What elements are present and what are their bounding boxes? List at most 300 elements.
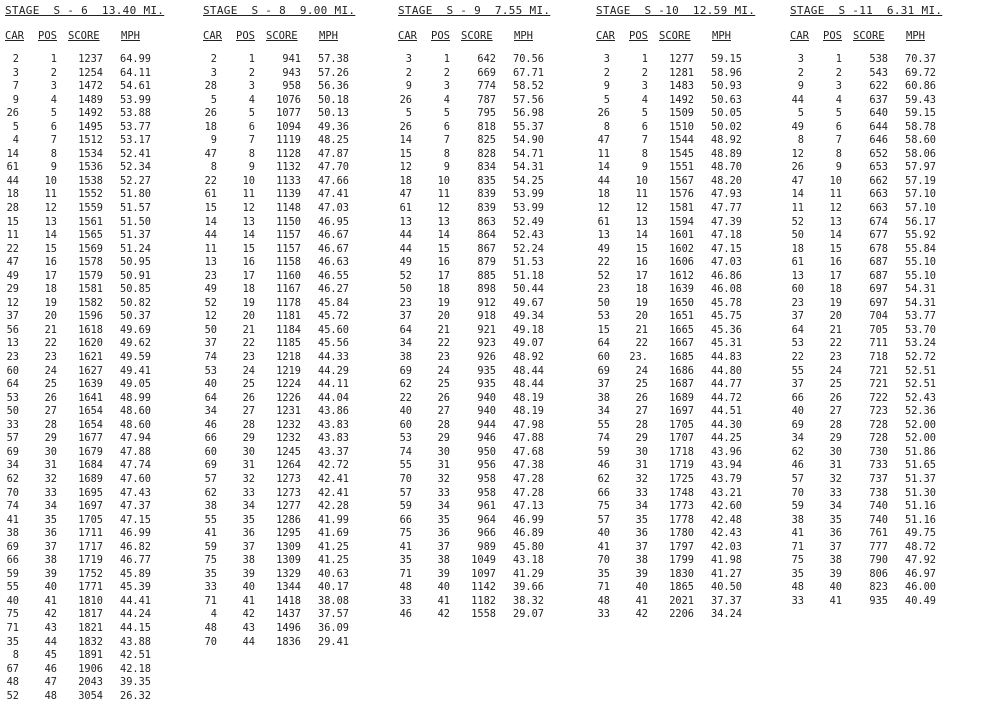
pos-cell: 10 [242, 174, 255, 187]
score-cell: 1596 [78, 310, 103, 323]
car-cell: 47 [597, 134, 610, 147]
score-cell: 1309 [276, 540, 301, 553]
car-cell: 55 [791, 364, 804, 377]
pos-cell: 22 [829, 337, 842, 350]
score-cell: 740 [869, 500, 888, 513]
score-cell: 1748 [669, 486, 694, 499]
pos-cell: 6 [835, 120, 842, 133]
car-cell: 66 [399, 513, 412, 526]
car-cell: 38 [791, 513, 804, 526]
mph-cell: 45.78 [711, 296, 742, 309]
car-cell: 64 [791, 323, 804, 336]
mph-cell: 44.15 [120, 621, 151, 634]
mph-cell: 37.57 [318, 608, 349, 621]
mph-cell: 47.43 [120, 486, 151, 499]
car-header: CAR [596, 30, 615, 42]
pos-cell: 17 [44, 269, 57, 282]
score-cell: 1231 [276, 405, 301, 418]
score-cell: 1836 [276, 635, 301, 648]
mph-cell: 43.94 [711, 459, 742, 472]
mph-cell: 43.37 [318, 445, 349, 458]
car-cell: 48 [399, 581, 412, 594]
car-cell: 2 [797, 66, 804, 79]
pos-cell: 25 [635, 378, 648, 391]
stage-title: STAGE S -11 6.31 MI. [790, 4, 943, 17]
car-cell: 53 [6, 391, 19, 404]
pos-cell: 25 [44, 378, 57, 391]
car-cell: 52 [6, 689, 19, 702]
car-header: CAR [5, 30, 24, 42]
mph-cell: 70.37 [905, 53, 936, 65]
pos-cell: 33 [44, 486, 57, 499]
car-cell: 13 [597, 229, 610, 242]
car-cell: 29 [6, 283, 19, 296]
mph-cell: 42.28 [318, 500, 349, 513]
car-cell: 23 [791, 296, 804, 309]
car-cell: 35 [597, 567, 610, 580]
stage-title: STAGE S -10 12.59 MI. [596, 4, 756, 17]
car-cell: 5 [12, 120, 19, 133]
score-cell: 1606 [669, 256, 694, 269]
pos-cell: 29 [829, 432, 842, 445]
mph-cell: 53.99 [513, 188, 544, 201]
car-cell: 74 [6, 500, 19, 513]
pos-cell: 36 [437, 527, 450, 540]
mph-cell: 26.32 [120, 689, 151, 702]
score-cell: 1536 [78, 161, 103, 174]
car-cell: 64 [399, 323, 412, 336]
pos-cell: 28 [635, 418, 648, 431]
pos-cell: 43 [242, 621, 255, 634]
score-cell: 1771 [78, 581, 103, 594]
car-cell: 37 [791, 310, 804, 323]
pos-cell: 28 [44, 418, 57, 431]
pos-cell: 3 [443, 80, 450, 93]
pos-cell: 29 [437, 432, 450, 445]
score-cell: 3054 [78, 689, 103, 702]
mph-cell: 57.10 [905, 188, 936, 201]
pos-cell: 41 [242, 594, 255, 607]
mph-cell: 60.86 [905, 80, 936, 93]
score-cell: 1097 [471, 567, 496, 580]
car-cell: 40 [204, 378, 217, 391]
mph-cell: 49.69 [120, 323, 151, 336]
score-cell: 1810 [78, 594, 103, 607]
score-cell: 1665 [669, 323, 694, 336]
car-cell: 37 [597, 378, 610, 391]
score-cell: 774 [477, 80, 496, 93]
pos-cell: 41 [635, 594, 648, 607]
score-cell: 1780 [669, 527, 694, 540]
pos-cell: 26 [635, 391, 648, 404]
mph-cell: 41.69 [318, 527, 349, 540]
score-cell: 941 [282, 53, 301, 65]
mph-cell: 54.31 [905, 283, 936, 296]
pos-cell: 33 [437, 486, 450, 499]
car-cell: 3 [603, 53, 610, 65]
car-cell: 37 [204, 337, 217, 350]
pos-cell: 24 [829, 364, 842, 377]
score-cell: 1817 [78, 608, 103, 621]
mph-cell: 55.92 [905, 229, 936, 242]
mph-cell: 54.25 [513, 174, 544, 187]
mph-cell: 52.43 [513, 229, 544, 242]
score-cell: 728 [869, 418, 888, 431]
car-cell: 11 [6, 229, 19, 242]
pos-cell: 42 [635, 608, 648, 621]
mph-cell: 44.77 [711, 378, 742, 391]
car-cell: 15 [6, 215, 19, 228]
pos-cell: 35 [242, 513, 255, 526]
mph-cell: 41.99 [318, 513, 349, 526]
car-cell: 33 [6, 418, 19, 431]
score-cell: 1178 [276, 296, 301, 309]
car-cell: 64 [204, 391, 217, 404]
car-cell: 61 [791, 256, 804, 269]
score-header: SCORE [461, 30, 493, 42]
score-cell: 662 [869, 174, 888, 187]
mph-cell: 52.72 [905, 351, 936, 364]
score-cell: 1094 [276, 120, 301, 133]
pos-cell: 17 [242, 269, 255, 282]
pos-cell: 45 [44, 649, 57, 662]
pos-cell: 7 [248, 134, 255, 147]
mph-cell: 59.43 [905, 93, 936, 106]
score-header: SCORE [266, 30, 298, 42]
score-cell: 652 [869, 147, 888, 160]
mph-cell: 44.83 [711, 351, 742, 364]
pos-cell: 9 [835, 161, 842, 174]
mph-cell: 47.39 [711, 215, 742, 228]
mph-cell: 64.99 [120, 53, 151, 65]
pos-cell: 37 [437, 540, 450, 553]
mph-cell: 47.03 [318, 202, 349, 215]
pos-cell: 24 [437, 364, 450, 377]
pos-cell: 15 [635, 242, 648, 255]
score-cell: 1049 [471, 554, 496, 567]
mph-cell: 46.27 [318, 283, 349, 296]
pos-cell: 38 [242, 554, 255, 567]
car-cell: 40 [399, 405, 412, 418]
pos-cell: 14 [44, 229, 57, 242]
mph-cell: 44.30 [711, 418, 742, 431]
pos-cell: 13 [44, 215, 57, 228]
mph-cell: 47.88 [120, 445, 151, 458]
mph-cell: 39.66 [513, 581, 544, 594]
mph-cell: 52.49 [513, 215, 544, 228]
pos-cell: 18 [242, 283, 255, 296]
pos-cell: 19 [437, 296, 450, 309]
pos-cell: 37 [44, 540, 57, 553]
car-cell: 50 [399, 283, 412, 296]
score-cell: 958 [477, 472, 496, 485]
pos-cell: 24 [635, 364, 648, 377]
car-cell: 37 [791, 378, 804, 391]
car-cell: 66 [791, 391, 804, 404]
pos-cell: 31 [437, 459, 450, 472]
mph-cell: 46.99 [120, 527, 151, 540]
pos-cell: 19 [44, 296, 57, 309]
mph-cell: 29.41 [318, 635, 349, 648]
score-cell: 640 [869, 107, 888, 120]
score-cell: 663 [869, 188, 888, 201]
mph-cell: 49.59 [120, 351, 151, 364]
car-cell: 75 [204, 554, 217, 567]
mph-header: MPH [712, 30, 731, 42]
score-cell: 1483 [669, 80, 694, 93]
score-cell: 1128 [276, 147, 301, 160]
score-cell: 918 [477, 310, 496, 323]
score-cell: 795 [477, 107, 496, 120]
car-cell: 33 [204, 581, 217, 594]
mph-cell: 49.05 [120, 378, 151, 391]
pos-cell: 31 [242, 459, 255, 472]
mph-cell: 67.71 [513, 66, 544, 79]
score-cell: 704 [869, 310, 888, 323]
mph-cell: 40.17 [318, 581, 349, 594]
pos-cell: 4 [641, 93, 648, 106]
score-cell: 1778 [669, 513, 694, 526]
pos-cell: 38 [635, 554, 648, 567]
mph-cell: 48.70 [711, 161, 742, 174]
pos-cell: 11 [44, 188, 57, 201]
pos-cell: 28 [242, 418, 255, 431]
pos-cell: 33 [829, 486, 842, 499]
pos-cell: 4 [50, 93, 57, 106]
car-cell: 69 [6, 540, 19, 553]
score-cell: 740 [869, 513, 888, 526]
mph-cell: 46.08 [711, 283, 742, 296]
mph-cell: 49.62 [120, 337, 151, 350]
score-cell: 1719 [78, 554, 103, 567]
mph-cell: 43.86 [318, 405, 349, 418]
car-cell: 71 [6, 621, 19, 634]
score-cell: 923 [477, 337, 496, 350]
pos-cell: 32 [437, 472, 450, 485]
car-cell: 69 [597, 364, 610, 377]
score-cell: 1677 [78, 432, 103, 445]
car-cell: 11 [791, 202, 804, 215]
pos-cell: 8 [835, 147, 842, 160]
score-cell: 1418 [276, 594, 301, 607]
car-cell: 47 [399, 188, 412, 201]
car-cell: 60 [791, 283, 804, 296]
car-cell: 75 [597, 500, 610, 513]
score-cell: 867 [477, 242, 496, 255]
pos-cell: 47 [44, 676, 57, 689]
pos-cell: 16 [829, 256, 842, 269]
car-cell: 23 [204, 269, 217, 282]
score-cell: 1344 [276, 581, 301, 594]
car-cell: 69 [791, 418, 804, 431]
score-cell: 1684 [78, 459, 103, 472]
car-cell: 4 [210, 608, 217, 621]
pos-cell: 37 [829, 540, 842, 553]
car-cell: 62 [6, 472, 19, 485]
pos-cell: 2 [248, 66, 255, 79]
score-cell: 1582 [78, 296, 103, 309]
score-cell: 728 [869, 432, 888, 445]
score-cell: 705 [869, 323, 888, 336]
mph-cell: 57.10 [905, 202, 936, 215]
car-cell: 60 [597, 351, 610, 364]
score-cell: 1509 [669, 107, 694, 120]
score-cell: 1830 [669, 567, 694, 580]
score-cell: 2043 [78, 676, 103, 689]
pos-cell: 3 [50, 80, 57, 93]
pos-cell: 3 [835, 80, 842, 93]
car-cell: 44 [399, 229, 412, 242]
mph-cell: 58.06 [905, 147, 936, 160]
car-cell: 13 [6, 337, 19, 350]
car-cell: 50 [6, 405, 19, 418]
score-cell: 921 [477, 323, 496, 336]
car-cell: 9 [797, 80, 804, 93]
car-cell: 66 [597, 486, 610, 499]
mph-cell: 50.05 [711, 107, 742, 120]
car-cell: 62 [399, 378, 412, 391]
score-cell: 674 [869, 215, 888, 228]
mph-cell: 44.24 [120, 608, 151, 621]
car-cell: 3 [797, 53, 804, 65]
car-cell: 70 [791, 486, 804, 499]
mph-cell: 51.57 [120, 202, 151, 215]
car-cell: 49 [597, 242, 610, 255]
mph-cell: 58.52 [513, 80, 544, 93]
pos-cell: 29 [635, 432, 648, 445]
pos-cell: 15 [44, 242, 57, 255]
score-cell: 1602 [669, 242, 694, 255]
mph-cell: 53.70 [905, 323, 936, 336]
car-cell: 5 [797, 107, 804, 120]
stage-title: STAGE S - 8 9.00 MI. [203, 4, 356, 17]
score-cell: 1150 [276, 215, 301, 228]
pos-cell: 10 [437, 174, 450, 187]
car-cell: 33 [399, 594, 412, 607]
car-cell: 7 [12, 80, 19, 93]
mph-cell: 50.85 [120, 283, 151, 296]
pos-cell: 4 [835, 93, 842, 106]
car-cell: 71 [204, 594, 217, 607]
pos-cell: 34 [44, 500, 57, 513]
mph-cell: 44.41 [120, 594, 151, 607]
mph-cell: 47.28 [513, 486, 544, 499]
mph-cell: 42.60 [711, 500, 742, 513]
pos-cell: 2 [443, 66, 450, 79]
mph-cell: 57.38 [318, 53, 349, 65]
mph-cell: 64.11 [120, 66, 151, 79]
car-cell: 49 [399, 256, 412, 269]
pos-cell: 30 [437, 445, 450, 458]
pos-cell: 41 [44, 594, 57, 607]
score-cell: 1510 [669, 120, 694, 133]
car-cell: 34 [204, 405, 217, 418]
mph-cell: 51.65 [905, 459, 936, 472]
car-cell: 11 [204, 242, 217, 255]
score-cell: 1534 [78, 147, 103, 160]
car-cell: 53 [204, 364, 217, 377]
pos-cell: 29 [242, 432, 255, 445]
car-cell: 41 [399, 540, 412, 553]
mph-cell: 56.36 [318, 80, 349, 93]
mph-cell: 50.44 [513, 283, 544, 296]
mph-cell: 52.27 [120, 174, 151, 187]
pos-cell: 28 [437, 418, 450, 431]
pos-cell: 5 [443, 107, 450, 120]
pos-cell: 22 [242, 337, 255, 350]
mph-cell: 46.97 [905, 567, 936, 580]
mph-cell: 44.33 [318, 351, 349, 364]
car-cell: 38 [204, 500, 217, 513]
score-cell: 723 [869, 405, 888, 418]
pos-cell: 5 [248, 107, 255, 120]
mph-cell: 53.24 [905, 337, 936, 350]
score-cell: 1685 [669, 351, 694, 364]
score-cell: 989 [477, 540, 496, 553]
mph-cell: 70.56 [513, 53, 544, 65]
score-cell: 1821 [78, 621, 103, 634]
car-cell: 59 [791, 500, 804, 513]
score-cell: 935 [477, 378, 496, 391]
car-cell: 52 [204, 296, 217, 309]
mph-cell: 46.99 [513, 513, 544, 526]
car-cell: 15 [399, 147, 412, 160]
car-cell: 15 [597, 323, 610, 336]
pos-cell: 35 [829, 513, 842, 526]
car-cell: 70 [6, 486, 19, 499]
pos-cell: 20 [242, 310, 255, 323]
car-cell: 28 [6, 202, 19, 215]
score-cell: 956 [477, 459, 496, 472]
pos-cell: 15 [829, 242, 842, 255]
pos-cell: 10 [635, 174, 648, 187]
score-cell: 1496 [276, 621, 301, 634]
car-cell: 34 [399, 337, 412, 350]
pos-cell: 13 [829, 215, 842, 228]
pos-cell: 21 [44, 323, 57, 336]
score-cell: 1705 [78, 513, 103, 526]
car-cell: 18 [791, 242, 804, 255]
score-cell: 1612 [669, 269, 694, 282]
mph-cell: 47.15 [711, 242, 742, 255]
car-cell: 62 [204, 486, 217, 499]
car-cell: 38 [597, 391, 610, 404]
pos-cell: 27 [635, 405, 648, 418]
car-cell: 53 [399, 432, 412, 445]
stage-title: STAGE S - 6 13.40 MI. [5, 4, 165, 17]
pos-cell: 16 [44, 256, 57, 269]
car-cell: 44 [204, 229, 217, 242]
pos-cell: 8 [50, 147, 57, 160]
score-cell: 1139 [276, 188, 301, 201]
mph-cell: 49.75 [905, 527, 936, 540]
car-cell: 8 [210, 161, 217, 174]
score-cell: 1286 [276, 513, 301, 526]
pos-cell: 9 [641, 161, 648, 174]
car-cell: 44 [791, 93, 804, 106]
mph-cell: 44.72 [711, 391, 742, 404]
score-cell: 1639 [78, 378, 103, 391]
pos-cell: 28 [829, 418, 842, 431]
pos-cell: 12 [44, 202, 57, 215]
score-header: SCORE [659, 30, 691, 42]
car-cell: 69 [204, 459, 217, 472]
score-cell: 834 [477, 161, 496, 174]
pos-cell: 38 [829, 554, 842, 567]
car-cell: 18 [597, 188, 610, 201]
pos-header: POS [431, 30, 450, 42]
pos-cell: 20 [635, 310, 648, 323]
